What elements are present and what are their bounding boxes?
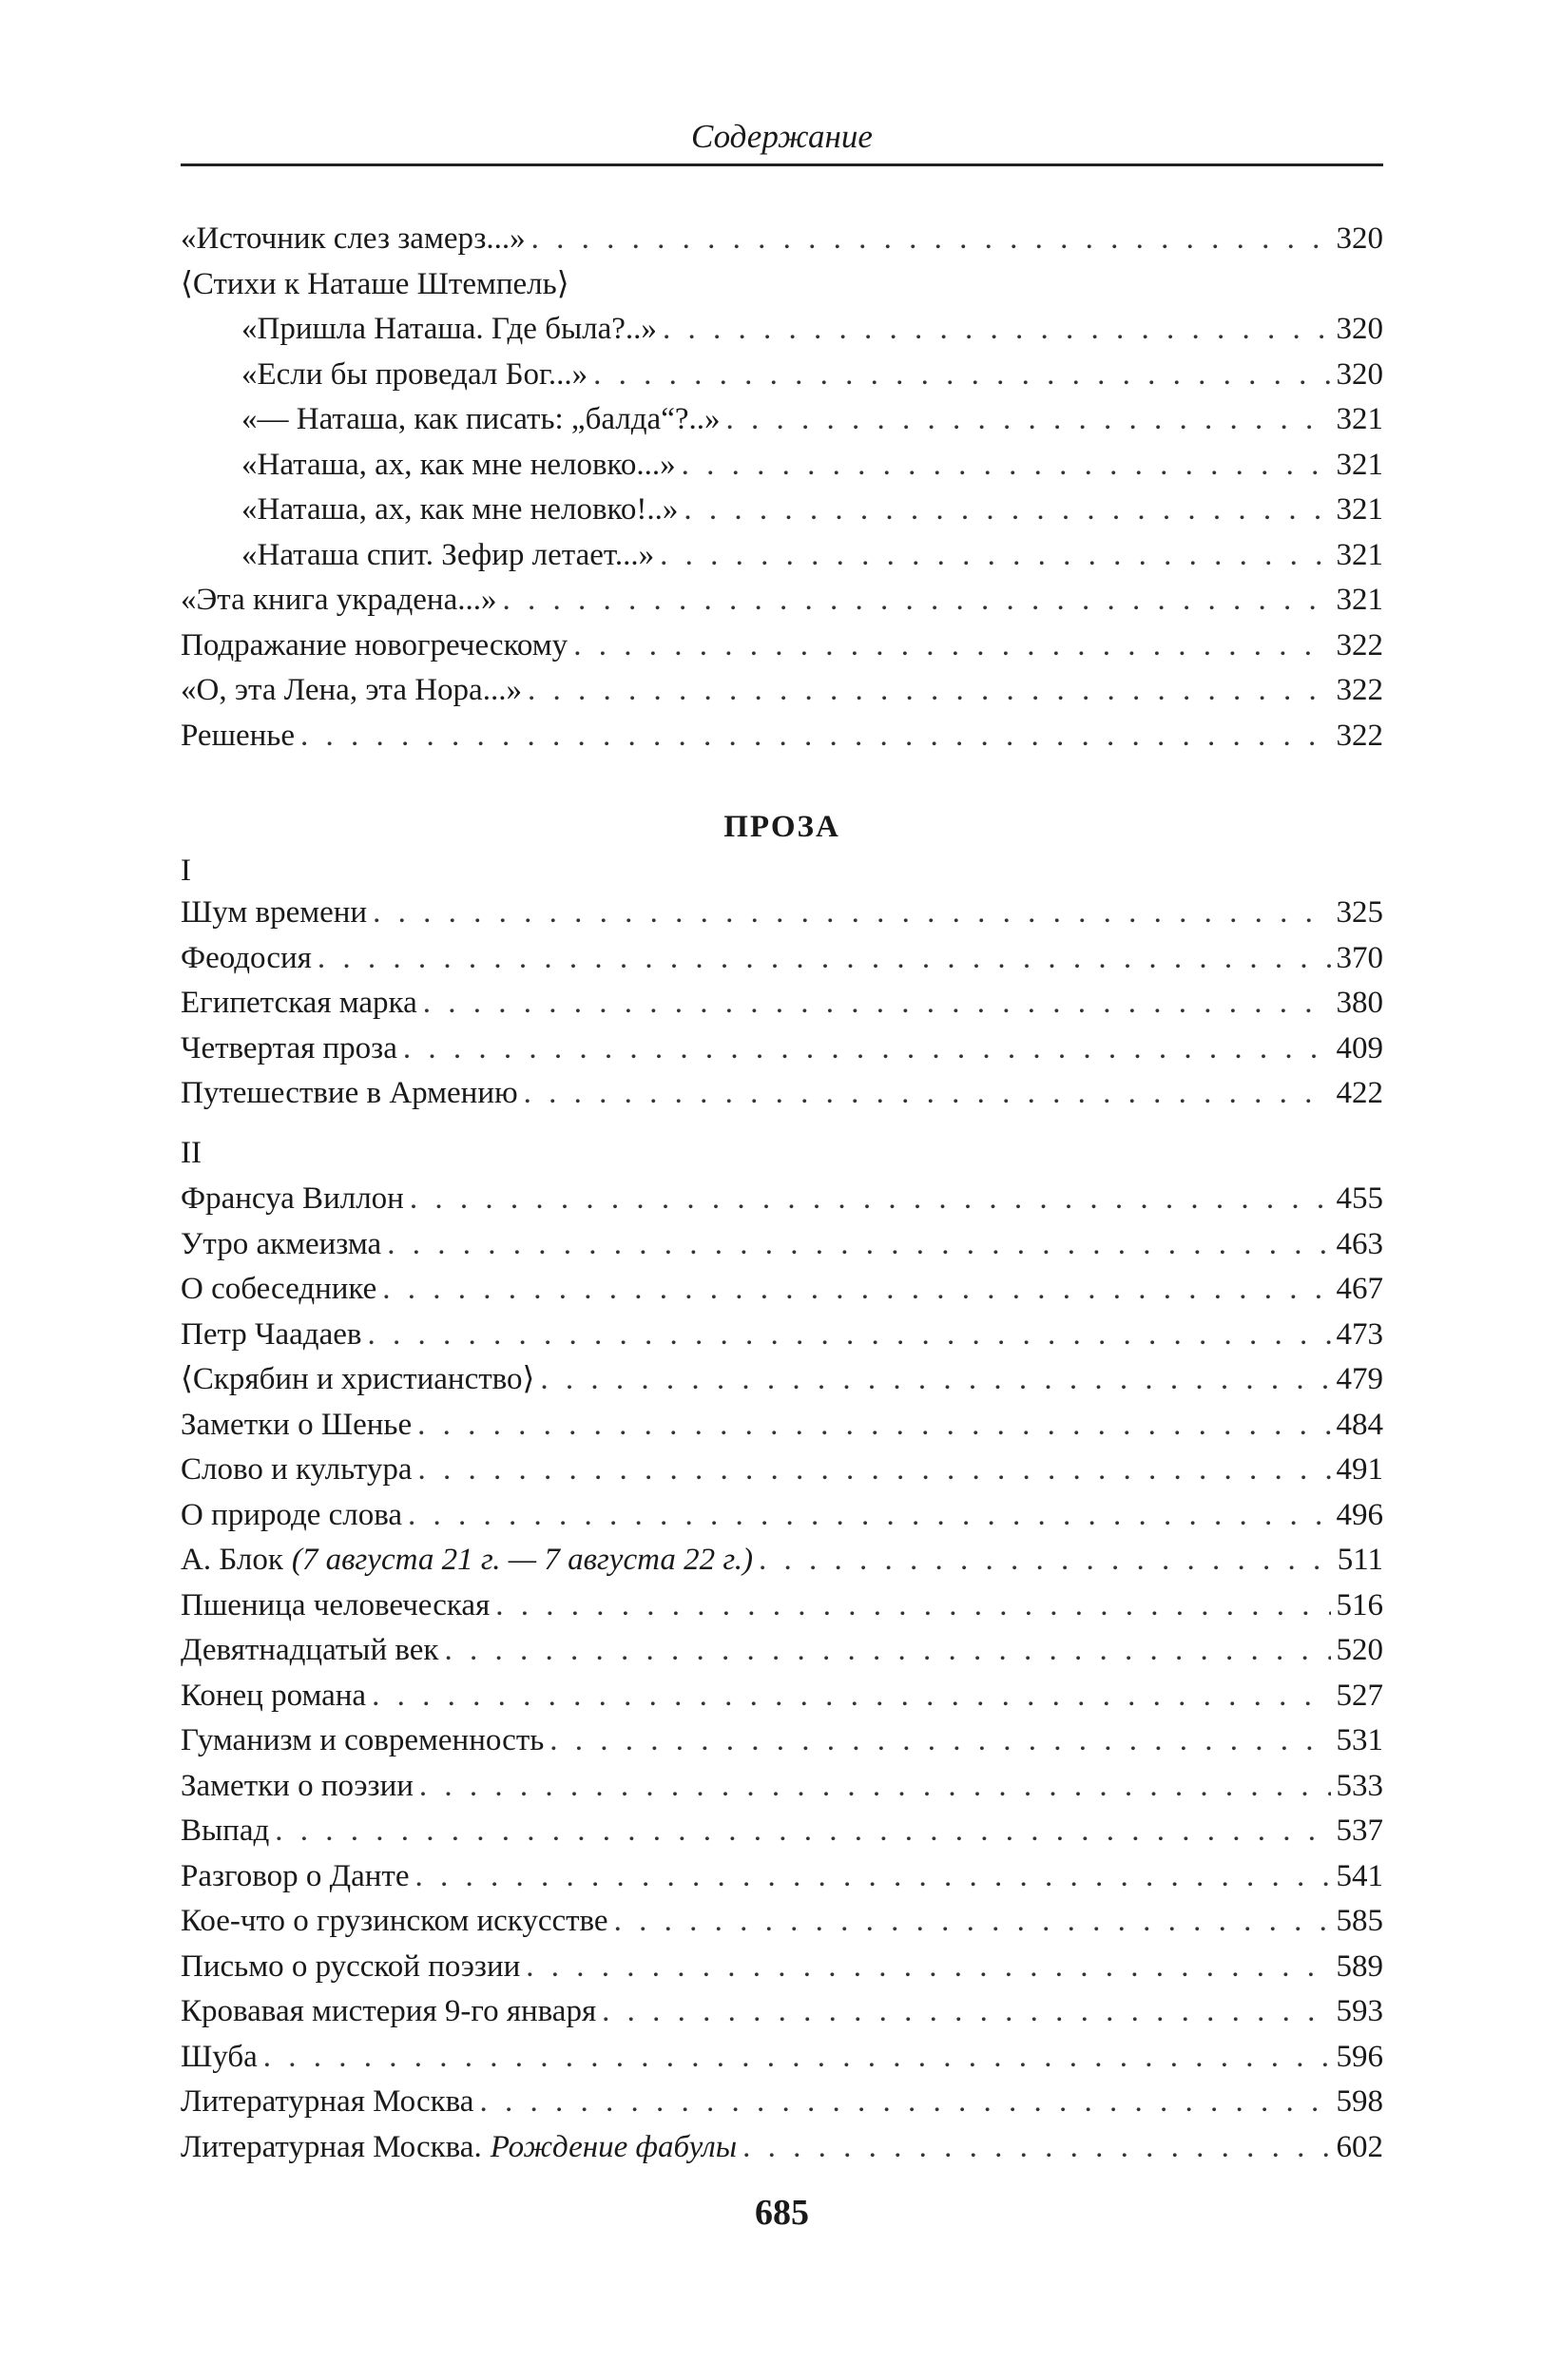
- toc-entry-page: 321: [1336, 583, 1383, 617]
- toc-entry-title: Шуба: [181, 2039, 258, 2074]
- toc-entry: [181, 1071, 1383, 1117]
- dot-leader: [531, 217, 1331, 262]
- toc-entry-page: 455: [1336, 1181, 1383, 1216]
- toc-entry-note: Рождение фабулы: [490, 2129, 738, 2164]
- toc-entry-page: 516: [1336, 1587, 1383, 1622]
- toc-entry: [181, 1357, 1383, 1403]
- toc-entry: [181, 1027, 1383, 1072]
- toc-entry-title: Подражание новогреческому: [181, 627, 569, 662]
- toc-entry: [181, 1854, 1383, 1900]
- dot-leader: [593, 353, 1330, 398]
- toc-entry: [181, 1177, 1383, 1222]
- toc-entry-title: «О, эта Лена, эта Нора...»: [181, 673, 522, 707]
- dot-leader: [759, 1538, 1332, 1583]
- dot-leader: [742, 2125, 1330, 2171]
- dot-leader: [573, 624, 1330, 669]
- dot-leader: [419, 1764, 1331, 1810]
- toc-entry: [181, 936, 1383, 982]
- toc-entry-title: Письмо о русской поэзии: [181, 1948, 521, 1984]
- toc-entry-page: 473: [1336, 1316, 1383, 1352]
- toc-entry-title: Франсуа Виллон: [181, 1181, 404, 1216]
- toc-entry-page: 321: [1336, 537, 1383, 572]
- toc-entry-page: 602: [1336, 2129, 1383, 2164]
- toc-entry: [181, 1313, 1383, 1358]
- toc-entry-page: 322: [1336, 673, 1383, 707]
- toc-entry: [181, 1989, 1383, 2035]
- toc-entry-title: Литературная Москва: [181, 2084, 474, 2119]
- toc-entry-page: 484: [1336, 1407, 1383, 1442]
- toc-entry-title: Кое-что о грузинском искусстве: [181, 1904, 608, 1938]
- toc-entry: [181, 578, 1383, 624]
- toc-entry-title: Разговор о Данте: [181, 1858, 410, 1893]
- toc-entry: [181, 1718, 1383, 1764]
- toc-entry-title: Утро акмеизма: [181, 1226, 382, 1261]
- dot-leader: [682, 443, 1331, 489]
- toc-entry-page: 491: [1336, 1452, 1383, 1487]
- toc-entry: [181, 1448, 1383, 1493]
- toc-entry: [181, 1538, 1383, 1583]
- toc-entry: [181, 1674, 1383, 1719]
- prose-heading: ПРОЗА: [723, 810, 840, 844]
- toc-entry-page: 320: [1336, 356, 1383, 392]
- toc-entry-page: 520: [1336, 1633, 1383, 1667]
- toc-entry-page: 467: [1336, 1272, 1383, 1306]
- dot-leader: [540, 1357, 1330, 1403]
- toc-entry-title: ⟨Скрябин и христианство⟩: [181, 1362, 535, 1396]
- dot-leader: [415, 1854, 1331, 1900]
- page-number: 685: [755, 2193, 809, 2233]
- toc-entry-page: 533: [1336, 1768, 1383, 1803]
- toc-entry: [181, 891, 1383, 936]
- toc-entry: [181, 1403, 1383, 1449]
- dot-leader: [382, 1267, 1330, 1313]
- dot-leader: [410, 1177, 1331, 1222]
- toc-entry-page: 593: [1336, 1994, 1383, 2028]
- toc-entry-title: Кровавая мистерия 9-го января: [181, 1994, 597, 2028]
- toc-entry-page: 320: [1336, 221, 1383, 256]
- toc-entry-title: Четвертая проза: [181, 1030, 397, 1065]
- toc-entry-page: 322: [1336, 627, 1383, 662]
- dot-leader: [367, 1313, 1330, 1358]
- toc-entry: [181, 307, 1383, 353]
- toc-entry-title: Конец романа: [181, 1678, 367, 1713]
- toc-entry: [181, 1267, 1383, 1313]
- toc-entry-page: 589: [1336, 1948, 1383, 1984]
- dot-leader: [372, 1674, 1330, 1719]
- dot-leader: [526, 1945, 1330, 1990]
- toc-entry: [181, 1583, 1383, 1629]
- toc-entry: [181, 1764, 1383, 1810]
- toc-entry: [181, 981, 1383, 1027]
- toc-entry-page: 409: [1336, 1030, 1383, 1065]
- toc-entry-title: «Эта книга украдена...»: [181, 583, 497, 617]
- dot-leader: [502, 578, 1330, 624]
- toc-entry-page: 585: [1336, 1904, 1383, 1938]
- toc-entry: [181, 1899, 1383, 1945]
- dot-leader: [403, 1027, 1331, 1072]
- toc-entry-title: «Если бы проведал Бог...»: [241, 356, 588, 392]
- toc-entry: [181, 443, 1383, 489]
- dot-leader: [263, 2035, 1331, 2081]
- toc-entry-title: ⟨Стихи к Наташе Штемпель⟩: [181, 266, 569, 301]
- dot-leader: [444, 1628, 1330, 1674]
- part-one-entries: [181, 891, 1383, 1117]
- toc-entry: [181, 1628, 1383, 1674]
- toc-entry-page: 541: [1336, 1858, 1383, 1893]
- dot-leader: [684, 488, 1330, 533]
- dot-leader: [528, 668, 1331, 714]
- toc-entry: [181, 2035, 1383, 2081]
- toc-entry-page: 422: [1336, 1076, 1383, 1110]
- dot-leader: [418, 1448, 1331, 1493]
- toc-entry-title: Пшеница человеческая: [181, 1587, 491, 1622]
- toc-entry-title: Гуманизм и современность: [181, 1723, 545, 1757]
- toc-entry-page: 463: [1336, 1226, 1383, 1261]
- toc-entry-page: 321: [1336, 492, 1383, 527]
- poetry-entries: [181, 217, 1383, 758]
- toc-entry-page: 537: [1336, 1814, 1383, 1848]
- part-one-label: I: [181, 854, 191, 888]
- toc-entry-title: Решенье: [181, 718, 295, 753]
- toc-entry: [181, 533, 1383, 579]
- toc-entry: [181, 2080, 1383, 2125]
- toc-entry-title: А. Блок: [181, 1543, 283, 1577]
- toc-entry-title: «— Наташа, как писать: „балда“?..»: [241, 402, 721, 436]
- toc-entry-note: (7 августа 21 г. — 7 августа 22 г.): [291, 1543, 754, 1577]
- toc-entry-page: 596: [1336, 2039, 1383, 2074]
- toc-entry: [181, 217, 1383, 262]
- dot-leader: [423, 981, 1331, 1027]
- part-two-label: II: [181, 1136, 202, 1170]
- dot-leader: [663, 307, 1331, 353]
- header-rule: [181, 163, 1383, 166]
- toc-entry-title: Выпад: [181, 1814, 270, 1848]
- dot-leader: [275, 1809, 1330, 1854]
- toc-entry: [181, 1222, 1383, 1268]
- toc-entry: [181, 668, 1383, 714]
- toc-entry-title: Заметки о поэзии: [181, 1768, 414, 1803]
- toc-entry-page: 527: [1336, 1678, 1383, 1713]
- toc-entry-page: 380: [1336, 986, 1383, 1020]
- toc-entry-page: 370: [1336, 940, 1383, 975]
- toc-entry-page: 479: [1336, 1362, 1383, 1396]
- dot-leader: [373, 891, 1330, 936]
- toc-entry-title: Заметки о Шенье: [181, 1407, 413, 1442]
- toc-entry-title: «Пришла Наташа. Где была?..»: [241, 312, 657, 346]
- toc-entry-title: Египетская марка: [181, 986, 417, 1020]
- toc-entry: [181, 397, 1383, 443]
- dot-leader: [300, 714, 1331, 759]
- toc-entry: [181, 1945, 1383, 1990]
- toc-entry: [181, 262, 1383, 308]
- toc-entry-page: 321: [1336, 402, 1383, 436]
- toc-entry-title: О собеседнике: [181, 1272, 377, 1306]
- dot-leader: [614, 1899, 1331, 1945]
- toc-entry-title: «Наташа, ах, как мне неловко...»: [241, 447, 676, 482]
- dot-leader: [660, 533, 1330, 579]
- toc-entry-page: 531: [1336, 1723, 1383, 1757]
- dot-leader: [387, 1222, 1330, 1268]
- toc-entry-title: Слово и культура: [181, 1452, 413, 1487]
- dot-leader: [726, 397, 1331, 443]
- toc-entry-title: «Наташа, ах, как мне неловко!..»: [241, 492, 679, 527]
- toc-entry-title: «Источник слез замерз...»: [181, 221, 526, 256]
- toc-entry-title: Девятнадцатый век: [181, 1633, 439, 1667]
- toc-entry-page: 320: [1336, 312, 1383, 346]
- toc-entry-title: «Наташа спит. Зефир летает...»: [241, 537, 655, 572]
- toc-entry-title: Петр Чаадаев: [181, 1316, 362, 1352]
- dot-leader: [479, 2080, 1330, 2125]
- toc-entry: [181, 714, 1383, 759]
- toc-entry: [181, 1809, 1383, 1854]
- toc-entry-page: 325: [1336, 895, 1383, 930]
- toc-entry-page: 598: [1336, 2084, 1383, 2119]
- dot-leader: [417, 1403, 1330, 1449]
- toc-entry-title: Литературная Москва.: [181, 2129, 482, 2164]
- toc-entry-title: Феодосия: [181, 940, 312, 975]
- toc-entry-title: О природе слова: [181, 1497, 403, 1532]
- toc-entry: [181, 624, 1383, 669]
- dot-leader: [524, 1071, 1331, 1117]
- dot-leader: [495, 1583, 1330, 1629]
- running-head: Содержание: [691, 118, 873, 155]
- part-two-entries: [181, 1177, 1383, 2170]
- toc-entry-page: 322: [1336, 718, 1383, 753]
- dot-leader: [549, 1718, 1330, 1764]
- toc-entry: [181, 488, 1383, 533]
- dot-leader: [408, 1493, 1330, 1539]
- toc-entry-title: Шум времени: [181, 895, 368, 930]
- toc-entry-title: Путешествие в Армению: [181, 1076, 518, 1110]
- toc-entry-page: 496: [1336, 1497, 1383, 1532]
- toc-entry: [181, 353, 1383, 398]
- dot-leader: [318, 936, 1331, 982]
- toc-entry: [181, 2125, 1383, 2171]
- toc-entry-page: 321: [1336, 447, 1383, 482]
- toc-entry-page: 511: [1337, 1543, 1383, 1577]
- toc-entry: [181, 1493, 1383, 1539]
- dot-leader: [602, 1989, 1330, 2035]
